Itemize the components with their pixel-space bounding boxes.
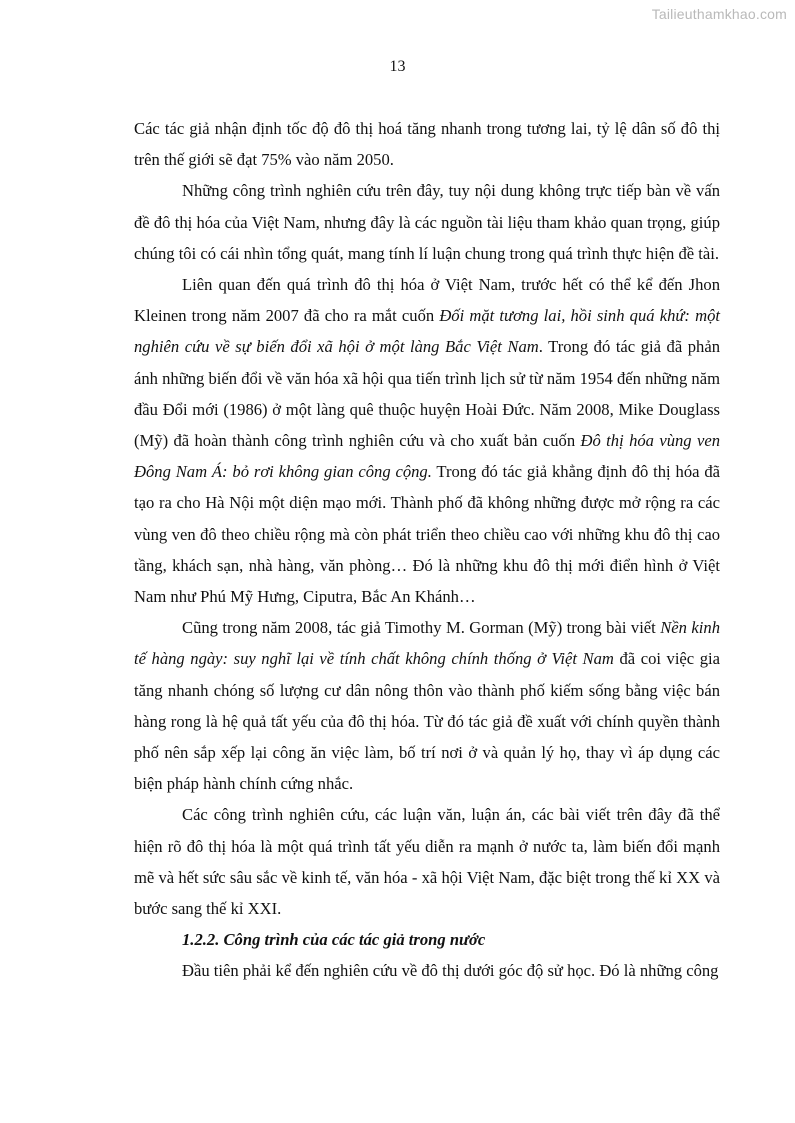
paragraph-4-text-1: Cũng trong năm 2008, tác giả Timothy M. Gorman (Mỹ) trong bài viết	[182, 618, 661, 638]
document-body	[134, 113, 720, 987]
paragraph-6: Đầu tiên phải kể đến nghiên cứu về đô thị dưới góc độ sử học. Đó là những công	[182, 961, 719, 981]
paragraph-2: Những công trình nghiên cứu trên đây, tuy nội dung không trực tiếp bàn về vấn đề đô thị hóa của Việt Nam, nhưng đây là các nguồn tài liệu tham khảo quan trọng, giúp chúng tôi có cái nhìn tổng quát, mang tính lí luận chung trong quá trình thực hiện đề tài.	[134, 181, 720, 263]
paragraph-4-text-2: đã coi việc gia tăng nhanh chóng số lượng cư dân nông thôn vào thành phố kiếm sống bằng việc bán hàng rong là hệ quả tất yếu của đô thị hóa. Từ đó tác giả đề xuất với chính quyền thành phố nên sắp xếp lại công ăn việc làm, bố trí nơi ở và quản lý họ, thay vì áp dụng các biện pháp hành chính cứng nhắc.	[134, 649, 720, 794]
paragraph-3	[134, 269, 720, 612]
book-title-kleinen: Đối mặt tương lai, hồi sinh quá khứ: một nghiên cứu về sự biến đổi xã hội ở một làng Bắc Việt Nam	[134, 306, 720, 357]
paragraph-3-text-2: . Trong đó tác giả đã phản ánh những biến đổi về văn hóa xã hội qua tiến trình lịch sử từ năm 1954 đến những năm đầu Đổi mới (1986) ở một làng quê thuộc huyện Hoài Đức. Năm 2008, Mike Douglass (Mỹ) đã hoàn thành công trình nghiên cứu và cho xuất bản cuốn	[134, 337, 720, 451]
book-title-douglass: Đô thị hóa vùng ven Đông Nam Á: bỏ rơi không gian công cộng.	[134, 431, 720, 482]
paragraph-3-text-1: Liên quan đến quá trình đô thị hóa ở Việt Nam, trước hết có thể kể đến Jhon Kleinen trong năm 2007 đã cho ra mắt cuốn	[134, 275, 720, 326]
page-number: 13	[389, 58, 406, 75]
paragraph-5: Các công trình nghiên cứu, các luận văn, luận án, các bài viết trên đây đã thể hiện rõ đô thị hóa là một quá trình tất yếu diễn ra mạnh ở nước ta, làm biến đổi mạnh mẽ và hết sức sâu sắc về kinh tế, văn hóa - xã hội Việt Nam, đặc biệt trong thế kỉ XX và bước sang thế kỉ XXI.	[134, 805, 720, 919]
paragraph-3-text-3: Trong đó tác giả khẳng định đô thị hóa đã tạo ra cho Hà Nội một diện mạo mới. Thành phố đã không những được mở rộng ra các vùng ven đô theo chiều rộng mà còn phát triển theo chiều cao với những khu đô thị cao tầng, khách sạn, nhà hàng, văn phòng… Đó là những khu đô thị mới điển hình ở Việt Nam như Phú Mỹ Hưng, Ciputra, Bắc An Khánh…	[134, 462, 720, 607]
paragraph-4	[134, 612, 720, 799]
paragraph-1: Các tác giả nhận định tốc độ đô thị hoá tăng nhanh trong tương lai, tỷ lệ dân số đô thị trên thế giới sẽ đạt 75% vào năm 2050.	[134, 119, 720, 170]
article-title-gorman: Nền kinh tế hàng ngày: suy nghĩ lại về tính chất không chính thống ở Việt Nam	[134, 618, 720, 669]
section-heading: 1.2.2. Công trình của các tác giả trong nước	[182, 930, 486, 950]
watermark: Tailieuthamkhao.com	[651, 6, 787, 22]
